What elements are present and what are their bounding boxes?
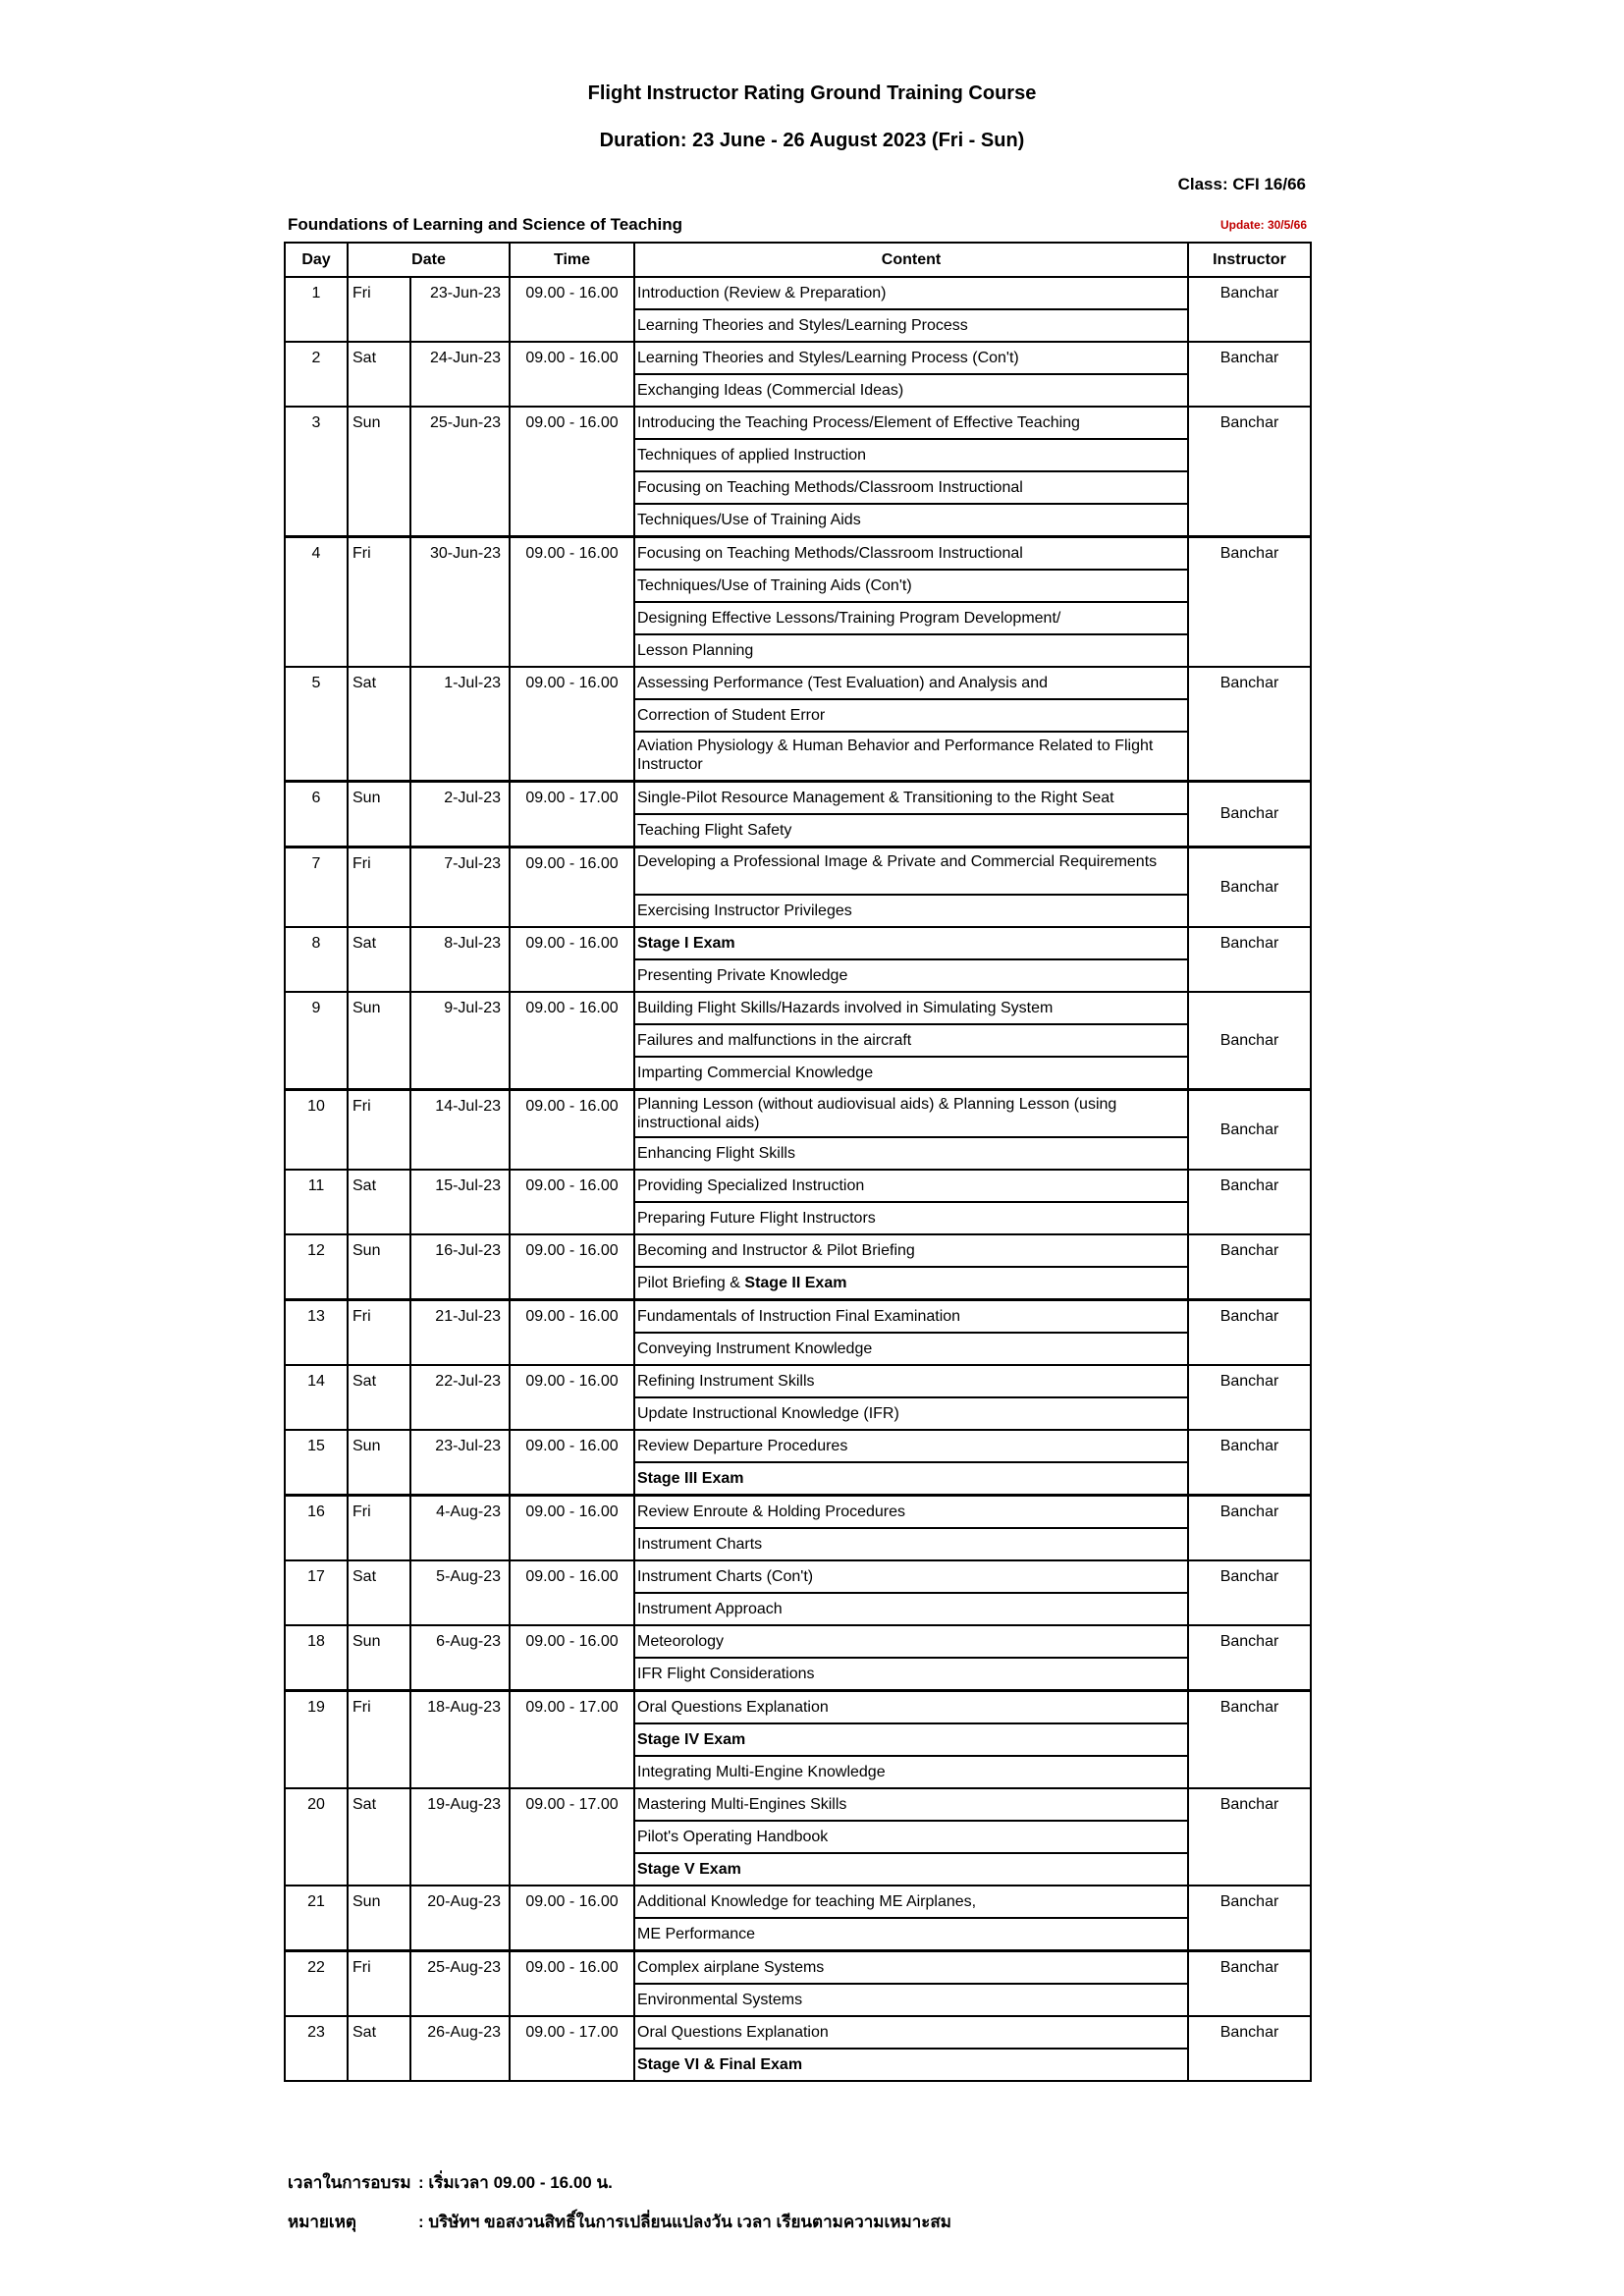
- day-of-week: Sat: [348, 1788, 410, 1886]
- instructor-cell: Banchar: [1188, 1496, 1311, 1561]
- content-text: Presenting Private Knowledge: [637, 967, 848, 984]
- training-time-note: [288, 2169, 613, 2196]
- date-cell: 5-Aug-23: [410, 1560, 510, 1625]
- date-cell: 19-Aug-23: [410, 1788, 510, 1886]
- content-item: [635, 1138, 1187, 1169]
- content-item: [635, 783, 1187, 815]
- content-item: [635, 1301, 1187, 1334]
- table-row: [285, 1886, 1311, 1951]
- content-item: [635, 1463, 1187, 1494]
- content-text: Aviation Physiology & Human Behavior and Performance Related to Flight Instructor: [637, 738, 1154, 773]
- content-item: [635, 375, 1187, 406]
- time-cell: 09.00 - 16.00: [510, 1170, 634, 1234]
- content-text: Refining Instrument Skills: [637, 1373, 815, 1390]
- content-item: [635, 815, 1187, 846]
- table-row: [285, 847, 1311, 928]
- table-row: [285, 1170, 1311, 1234]
- date-cell: 26-Aug-23: [410, 2016, 510, 2081]
- day-number: 14: [285, 1365, 348, 1430]
- content-item: [635, 1497, 1187, 1529]
- day-number: 21: [285, 1886, 348, 1951]
- content-item: [635, 993, 1187, 1025]
- content-text: IFR Flight Considerations: [637, 1666, 815, 1682]
- instructor-cell: Banchar: [1188, 1300, 1311, 1366]
- instructor-cell: Banchar: [1188, 992, 1311, 1090]
- content-text: Techniques/Use of Training Aids: [637, 512, 861, 528]
- exam-label: Stage V Exam: [637, 1861, 741, 1878]
- content-cell: [634, 1625, 1188, 1691]
- content-text: Lesson Planning: [637, 642, 754, 659]
- remark-note: [288, 2209, 951, 2235]
- content-cell: [634, 1300, 1188, 1366]
- instructor-cell: Banchar: [1188, 927, 1311, 992]
- content-item: [635, 1692, 1187, 1724]
- schedule-table: [284, 242, 1312, 2082]
- day-of-week: Sat: [348, 342, 410, 407]
- content-cell: [634, 1090, 1188, 1171]
- content-item: [635, 2050, 1187, 2080]
- day-of-week: Sat: [348, 667, 410, 782]
- content-cell: [634, 1691, 1188, 1789]
- instructor-cell: Banchar: [1188, 1788, 1311, 1886]
- header-content: Content: [634, 243, 1188, 277]
- date-cell: 21-Jul-23: [410, 1300, 510, 1366]
- instructor-cell: Banchar: [1188, 667, 1311, 782]
- instructor-cell: Banchar: [1188, 1234, 1311, 1300]
- time-cell: 09.00 - 16.00: [510, 992, 634, 1090]
- instructor-cell: Banchar: [1188, 1951, 1311, 2017]
- time-cell: 09.00 - 16.00: [510, 1365, 634, 1430]
- time-cell: 09.00 - 17.00: [510, 1691, 634, 1789]
- day-number: 9: [285, 992, 348, 1090]
- date-cell: 14-Jul-23: [410, 1090, 510, 1171]
- content-item: [635, 1919, 1187, 1949]
- instructor-cell: Banchar: [1188, 847, 1311, 928]
- day-number: 20: [285, 1788, 348, 1886]
- time-cell: 09.00 - 16.00: [510, 927, 634, 992]
- content-text: Planning Lesson (without audiovisual aids) & Planning Lesson (using instructional aids): [637, 1096, 1117, 1131]
- time-cell: 09.00 - 16.00: [510, 1886, 634, 1951]
- content-text: Building Flight Skills/Hazards involved in Simulating System: [637, 1000, 1054, 1016]
- exam-label: Stage III Exam: [637, 1470, 744, 1487]
- instructor-cell: Banchar: [1188, 1430, 1311, 1496]
- day-of-week: Sun: [348, 1625, 410, 1691]
- content-item: [635, 1659, 1187, 1689]
- time-cell: 09.00 - 16.00: [510, 847, 634, 928]
- content-item: [635, 1822, 1187, 1854]
- day-number: 4: [285, 537, 348, 668]
- instructor-cell: Banchar: [1188, 1365, 1311, 1430]
- content-text: Single-Pilot Resource Management & Transitioning to the Right Seat: [637, 790, 1114, 806]
- day-number: 10: [285, 1090, 348, 1171]
- time-cell: 09.00 - 16.00: [510, 342, 634, 407]
- content-item: [635, 1985, 1187, 2015]
- time-cell: 09.00 - 17.00: [510, 782, 634, 847]
- content-text: Oral Questions Explanation: [637, 1699, 829, 1716]
- day-of-week: Sun: [348, 407, 410, 537]
- table-row: [285, 1090, 1311, 1171]
- content-cell: [634, 1234, 1188, 1300]
- content-cell: [634, 1560, 1188, 1625]
- table-row: [285, 992, 1311, 1090]
- content-text: Pilot Briefing &: [637, 1275, 745, 1291]
- header-day: Day: [285, 243, 348, 277]
- time-cell: 09.00 - 16.00: [510, 1951, 634, 2017]
- content-text: Integrating Multi-Engine Knowledge: [637, 1764, 886, 1780]
- training-time-value: : เริ่มเวลา 09.00 - 16.00 น.: [418, 2173, 613, 2192]
- content-item: [635, 1594, 1187, 1624]
- instructor-cell: Banchar: [1188, 342, 1311, 407]
- content-item: [635, 1561, 1187, 1594]
- content-item: [635, 1854, 1187, 1885]
- header-time: Time: [510, 243, 634, 277]
- content-text: Conveying Instrument Knowledge: [637, 1340, 873, 1357]
- table-row: [285, 537, 1311, 668]
- content-item: [635, 538, 1187, 571]
- time-cell: 09.00 - 17.00: [510, 1788, 634, 1886]
- content-text: Introduction (Review & Preparation): [637, 285, 887, 301]
- content-item: [635, 668, 1187, 700]
- day-of-week: Sun: [348, 1430, 410, 1496]
- day-number: 19: [285, 1691, 348, 1789]
- day-number: 12: [285, 1234, 348, 1300]
- date-cell: 25-Jun-23: [410, 407, 510, 537]
- content-cell: [634, 407, 1188, 537]
- day-of-week: Fri: [348, 847, 410, 928]
- day-number: 23: [285, 2016, 348, 2081]
- content-text: Instrument Approach: [637, 1601, 783, 1617]
- time-cell: 09.00 - 16.00: [510, 1234, 634, 1300]
- instructor-cell: Banchar: [1188, 537, 1311, 668]
- day-number: 5: [285, 667, 348, 782]
- content-item: [635, 848, 1187, 896]
- exam-label: Stage VI & Final Exam: [637, 2056, 803, 2073]
- content-text: Developing a Professional Image & Private and Commercial Requirements: [637, 853, 1158, 870]
- date-cell: 22-Jul-23: [410, 1365, 510, 1430]
- date-cell: 8-Jul-23: [410, 927, 510, 992]
- time-cell: 09.00 - 16.00: [510, 407, 634, 537]
- content-text: Exercising Instructor Privileges: [637, 902, 852, 919]
- content-item: [635, 896, 1187, 926]
- table-row: [285, 1691, 1311, 1789]
- date-cell: 15-Jul-23: [410, 1170, 510, 1234]
- content-item: [635, 1171, 1187, 1203]
- content-text: Introducing the Teaching Process/Element of Effective Teaching: [637, 414, 1080, 431]
- day-of-week: Fri: [348, 1951, 410, 2017]
- content-item: [635, 603, 1187, 635]
- content-text: Techniques of applied Instruction: [637, 447, 867, 464]
- content-text: Enhancing Flight Skills: [637, 1145, 795, 1162]
- content-item: [635, 1626, 1187, 1659]
- time-cell: 09.00 - 16.00: [510, 1300, 634, 1366]
- table-row: [285, 1625, 1311, 1691]
- table-row: [285, 667, 1311, 782]
- content-cell: [634, 1951, 1188, 2017]
- date-cell: 25-Aug-23: [410, 1951, 510, 2017]
- instructor-cell: Banchar: [1188, 782, 1311, 847]
- table-row: [285, 782, 1311, 847]
- table-row: [285, 277, 1311, 342]
- table-row: [285, 1300, 1311, 1366]
- content-item: [635, 1366, 1187, 1398]
- content-item: [635, 343, 1187, 375]
- content-text: Preparing Future Flight Instructors: [637, 1210, 876, 1227]
- content-item: [635, 1431, 1187, 1463]
- content-item: [635, 1025, 1187, 1058]
- table-row: [285, 1560, 1311, 1625]
- table-row: [285, 407, 1311, 537]
- day-number: 2: [285, 342, 348, 407]
- date-cell: 16-Jul-23: [410, 1234, 510, 1300]
- table-row: [285, 1365, 1311, 1430]
- page-title: Flight Instructor Rating Ground Training Course: [587, 82, 1037, 104]
- content-item: [635, 733, 1187, 780]
- content-cell: [634, 342, 1188, 407]
- content-text: Teaching Flight Safety: [637, 822, 792, 839]
- content-text: Correction of Student Error: [637, 707, 826, 724]
- content-item: [635, 571, 1187, 603]
- date-cell: 23-Jul-23: [410, 1430, 510, 1496]
- time-cell: 09.00 - 16.00: [510, 1496, 634, 1561]
- day-of-week: Fri: [348, 1300, 410, 1366]
- instructor-cell: Banchar: [1188, 277, 1311, 342]
- content-text: Meteorology: [637, 1633, 725, 1650]
- day-number: 22: [285, 1951, 348, 2017]
- content-cell: [634, 537, 1188, 668]
- instructor-cell: Banchar: [1188, 1625, 1311, 1691]
- date-cell: 2-Jul-23: [410, 782, 510, 847]
- content-item: [635, 1886, 1187, 1919]
- content-item: [635, 1724, 1187, 1757]
- content-text: Oral Questions Explanation: [637, 2024, 829, 2041]
- instructor-cell: Banchar: [1188, 1090, 1311, 1171]
- date-cell: 20-Aug-23: [410, 1886, 510, 1951]
- day-number: 13: [285, 1300, 348, 1366]
- content-text: ME Performance: [637, 1926, 756, 1942]
- table-row: [285, 927, 1311, 992]
- content-item: [635, 1058, 1187, 1088]
- schedule-body: [285, 277, 1311, 2081]
- day-of-week: Sat: [348, 1560, 410, 1625]
- content-text: Failures and malfunctions in the aircraft: [637, 1032, 912, 1049]
- content-text: Environmental Systems: [637, 1992, 803, 2008]
- content-cell: [634, 992, 1188, 1090]
- day-number: 18: [285, 1625, 348, 1691]
- content-item: [635, 1952, 1187, 1985]
- content-item: [635, 2017, 1187, 2050]
- content-text: Providing Specialized Instruction: [637, 1177, 865, 1194]
- content-cell: [634, 927, 1188, 992]
- content-cell: [634, 1886, 1188, 1951]
- day-of-week: Fri: [348, 1691, 410, 1789]
- content-item: [635, 472, 1187, 505]
- time-cell: 09.00 - 16.00: [510, 277, 634, 342]
- content-item: [635, 928, 1187, 960]
- content-text: Becoming and Instructor & Pilot Briefing: [637, 1242, 915, 1259]
- content-text: Mastering Multi-Engines Skills: [637, 1796, 847, 1813]
- day-number: 15: [285, 1430, 348, 1496]
- instructor-cell: Banchar: [1188, 407, 1311, 537]
- section-title: Foundations of Learning and Science of Teaching: [288, 215, 683, 234]
- time-cell: 09.00 - 16.00: [510, 1090, 634, 1171]
- time-cell: 09.00 - 16.00: [510, 537, 634, 668]
- date-cell: 4-Aug-23: [410, 1496, 510, 1561]
- content-cell: [634, 847, 1188, 928]
- table-row: [285, 1234, 1311, 1300]
- day-number: 3: [285, 407, 348, 537]
- content-item: [635, 635, 1187, 666]
- content-text: Complex airplane Systems: [637, 1959, 825, 1976]
- remark-value: : บริษัทฯ ขอสงวนสิทธิ์ในการเปลี่ยนแปลงวัน เวลา เรียนตามความเหมาะสม: [418, 2213, 951, 2231]
- header-date: Date: [348, 243, 510, 277]
- content-item: [635, 505, 1187, 535]
- content-cell: [634, 2016, 1188, 2081]
- content-item: [635, 1334, 1187, 1364]
- content-item: [635, 1789, 1187, 1822]
- day-of-week: Sun: [348, 782, 410, 847]
- content-text: Imparting Commercial Knowledge: [637, 1065, 874, 1081]
- day-of-week: Sat: [348, 1365, 410, 1430]
- content-item: [635, 408, 1187, 440]
- table-row: [285, 1951, 1311, 2017]
- content-text: Review Departure Procedures: [637, 1438, 848, 1454]
- instructor-cell: Banchar: [1188, 1886, 1311, 1951]
- time-cell: 09.00 - 16.00: [510, 1625, 634, 1691]
- day-of-week: Fri: [348, 1496, 410, 1561]
- time-cell: 09.00 - 16.00: [510, 1430, 634, 1496]
- day-of-week: Sun: [348, 992, 410, 1090]
- time-cell: 09.00 - 17.00: [510, 2016, 634, 2081]
- instructor-cell: Banchar: [1188, 1560, 1311, 1625]
- day-of-week: Sat: [348, 927, 410, 992]
- remark-label: หมายเหตุ: [288, 2213, 356, 2231]
- content-text: Update Instructional Knowledge (IFR): [637, 1405, 899, 1422]
- instructor-cell: Banchar: [1188, 1170, 1311, 1234]
- content-cell: [634, 782, 1188, 847]
- content-item: [635, 1757, 1187, 1787]
- day-of-week: Sun: [348, 1234, 410, 1300]
- day-of-week: Sat: [348, 1170, 410, 1234]
- day-number: 6: [285, 782, 348, 847]
- table-row: [285, 1496, 1311, 1561]
- date-cell: 7-Jul-23: [410, 847, 510, 928]
- content-cell: [634, 1170, 1188, 1234]
- date-cell: 18-Aug-23: [410, 1691, 510, 1789]
- content-cell: [634, 667, 1188, 782]
- content-item: [635, 310, 1187, 341]
- day-number: 1: [285, 277, 348, 342]
- content-text: Pilot's Operating Handbook: [637, 1829, 829, 1845]
- course-duration: Duration: 23 June - 26 August 2023 (Fri - Sun): [599, 130, 1025, 151]
- day-number: 11: [285, 1170, 348, 1234]
- day-number: 8: [285, 927, 348, 992]
- content-cell: [634, 1365, 1188, 1430]
- content-item: [635, 1235, 1187, 1268]
- content-text: Review Enroute & Holding Procedures: [637, 1503, 906, 1520]
- day-of-week: Fri: [348, 277, 410, 342]
- content-text: Assessing Performance (Test Evaluation) and Analysis and: [637, 675, 1048, 691]
- content-item: [635, 1203, 1187, 1233]
- content-text: Instrument Charts: [637, 1536, 763, 1553]
- table-header-row: [285, 243, 1311, 277]
- instructor-cell: Banchar: [1188, 1691, 1311, 1789]
- content-item: [635, 1529, 1187, 1559]
- content-text: Techniques/Use of Training Aids (Con't): [637, 577, 912, 594]
- day-number: 7: [285, 847, 348, 928]
- day-number: 16: [285, 1496, 348, 1561]
- date-cell: 1-Jul-23: [410, 667, 510, 782]
- header-instructor: Instructor: [1188, 243, 1311, 277]
- content-text: Focusing on Teaching Methods/Classroom Instructional: [637, 545, 1023, 562]
- date-cell: 24-Jun-23: [410, 342, 510, 407]
- content-item: [635, 1091, 1187, 1138]
- update-note: Update: 30/5/66: [1219, 218, 1307, 232]
- day-of-week: Sun: [348, 1886, 410, 1951]
- content-text: Designing Effective Lessons/Training Program Development/: [637, 610, 1061, 627]
- content-text: Additional Knowledge for teaching ME Airplanes,: [637, 1893, 977, 1910]
- training-time-label: เวลาในการอบรม: [288, 2173, 411, 2192]
- content-text: Fundamentals of Instruction Final Examination: [637, 1308, 961, 1325]
- table-row: [285, 342, 1311, 407]
- content-item: [635, 700, 1187, 733]
- table-row: [285, 2016, 1311, 2081]
- content-text: Exchanging Ideas (Commercial Ideas): [637, 382, 904, 399]
- date-cell: 6-Aug-23: [410, 1625, 510, 1691]
- content-text: Instrument Charts (Con't): [637, 1568, 814, 1585]
- table-row: [285, 1788, 1311, 1886]
- instructor-cell: Banchar: [1188, 2016, 1311, 2081]
- date-cell: 23-Jun-23: [410, 277, 510, 342]
- time-cell: 09.00 - 16.00: [510, 1560, 634, 1625]
- content-text: Learning Theories and Styles/Learning Process (Con't): [637, 350, 1019, 366]
- day-of-week: Fri: [348, 1090, 410, 1171]
- date-cell: 30-Jun-23: [410, 537, 510, 668]
- day-of-week: Sat: [348, 2016, 410, 2081]
- exam-label: Stage I Exam: [637, 935, 735, 952]
- content-text: Learning Theories and Styles/Learning Process: [637, 317, 968, 334]
- content-item: [635, 1398, 1187, 1429]
- exam-label: Stage II Exam: [744, 1275, 847, 1291]
- table-row: [285, 1430, 1311, 1496]
- exam-label: Stage IV Exam: [637, 1731, 746, 1748]
- content-item: [635, 960, 1187, 991]
- content-cell: [634, 1788, 1188, 1886]
- content-item: [635, 1268, 1187, 1298]
- content-item: [635, 440, 1187, 472]
- content-cell: [634, 1430, 1188, 1496]
- class-label: Class: CFI 16/66: [1177, 175, 1306, 193]
- date-cell: 9-Jul-23: [410, 992, 510, 1090]
- content-cell: [634, 277, 1188, 342]
- content-text: Focusing on Teaching Methods/Classroom Instructional: [637, 479, 1023, 496]
- time-cell: 09.00 - 16.00: [510, 667, 634, 782]
- day-of-week: Fri: [348, 537, 410, 668]
- content-item: [635, 278, 1187, 310]
- content-cell: [634, 1496, 1188, 1561]
- day-number: 17: [285, 1560, 348, 1625]
